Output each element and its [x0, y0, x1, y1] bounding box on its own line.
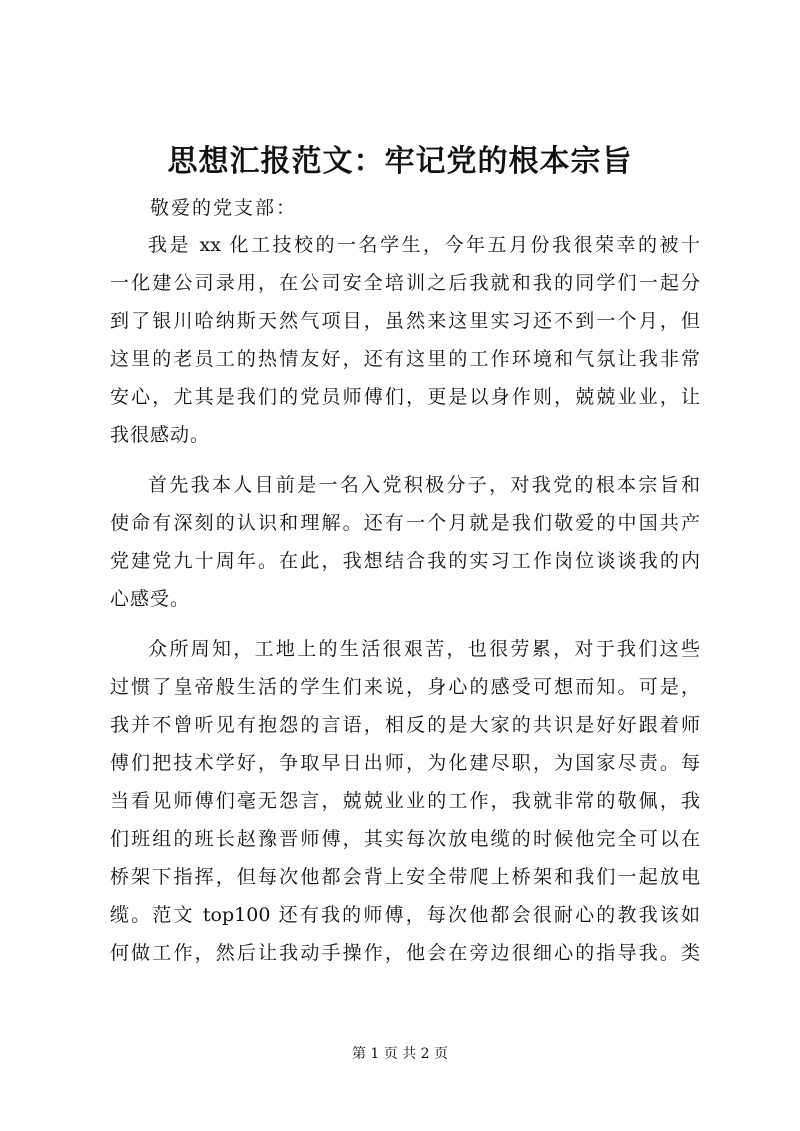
page-footer: 第 1 页 共 2 页 [351, 1046, 449, 1062]
paragraph-line: 心感受。 [110, 588, 191, 610]
paragraph-line: 安心，尤其是我们的党员师傅们，更是以身作则，兢兢业业，让 [110, 386, 700, 408]
paragraph-line: 缆。范文 top100 还有我的师傅，每次他都会很耐心的教我该如 [110, 904, 700, 926]
paragraph-line: 党建党九十周年。在此，我想结合我的实习工作岗位谈谈我的内 [110, 550, 700, 572]
paragraph-line: 过惯了皇帝般生活的学生们来说，身心的感受可想而知。可是， [110, 676, 700, 698]
paragraph-line: 傅们把技术学好，争取早日出师，为化建尽职，为国家尽责。每 [110, 752, 700, 774]
paragraph-line: 我是 xx 化工技校的一名学生，今年五月份我很荣幸的被十 [148, 234, 700, 256]
paragraph-line: 使命有深刻的认识和理解。还有一个月就是我们敬爱的中国共产 [110, 512, 700, 534]
salutation: 敬爱的党支部： [150, 197, 298, 219]
paragraph-line: 我很感动。 [110, 424, 211, 446]
paragraph-line: 当看见师傅们毫无怨言，兢兢业业的工作，我就非常的敬佩，我 [110, 790, 700, 812]
paragraph-line: 我并不曾听见有抱怨的言语，相反的是大家的共识是好好跟着师 [110, 714, 700, 736]
document-title: 思想汇报范文：牢记党的根本宗旨 [167, 144, 633, 179]
paragraph-line: 众所周知，工地上的生活很艰苦，也很劳累，对于我们这些 [148, 638, 700, 660]
paragraph-line: 这里的老员工的热情友好，还有这里的工作环境和气氛让我非常 [110, 348, 700, 370]
paragraph-line: 到了银川哈纳斯天然气项目，虽然来这里实习还不到一个月，但 [110, 310, 700, 332]
paragraph-line: 们班组的班长赵豫晋师傅，其实每次放电缆的时候他完全可以在 [110, 828, 700, 850]
paragraph-line: 一化建公司录用，在公司安全培训之后我就和我的同学们一起分 [110, 272, 700, 294]
paragraph-line: 首先我本人目前是一名入党积极分子，对我党的根本宗旨和 [148, 474, 700, 496]
paragraph-line: 桥架下指挥，但每次他都会背上安全带爬上桥架和我们一起放电 [110, 866, 700, 888]
paragraph-line: 何做工作，然后让我动手操作，他会在旁边很细心的指导我。类 [110, 942, 700, 964]
